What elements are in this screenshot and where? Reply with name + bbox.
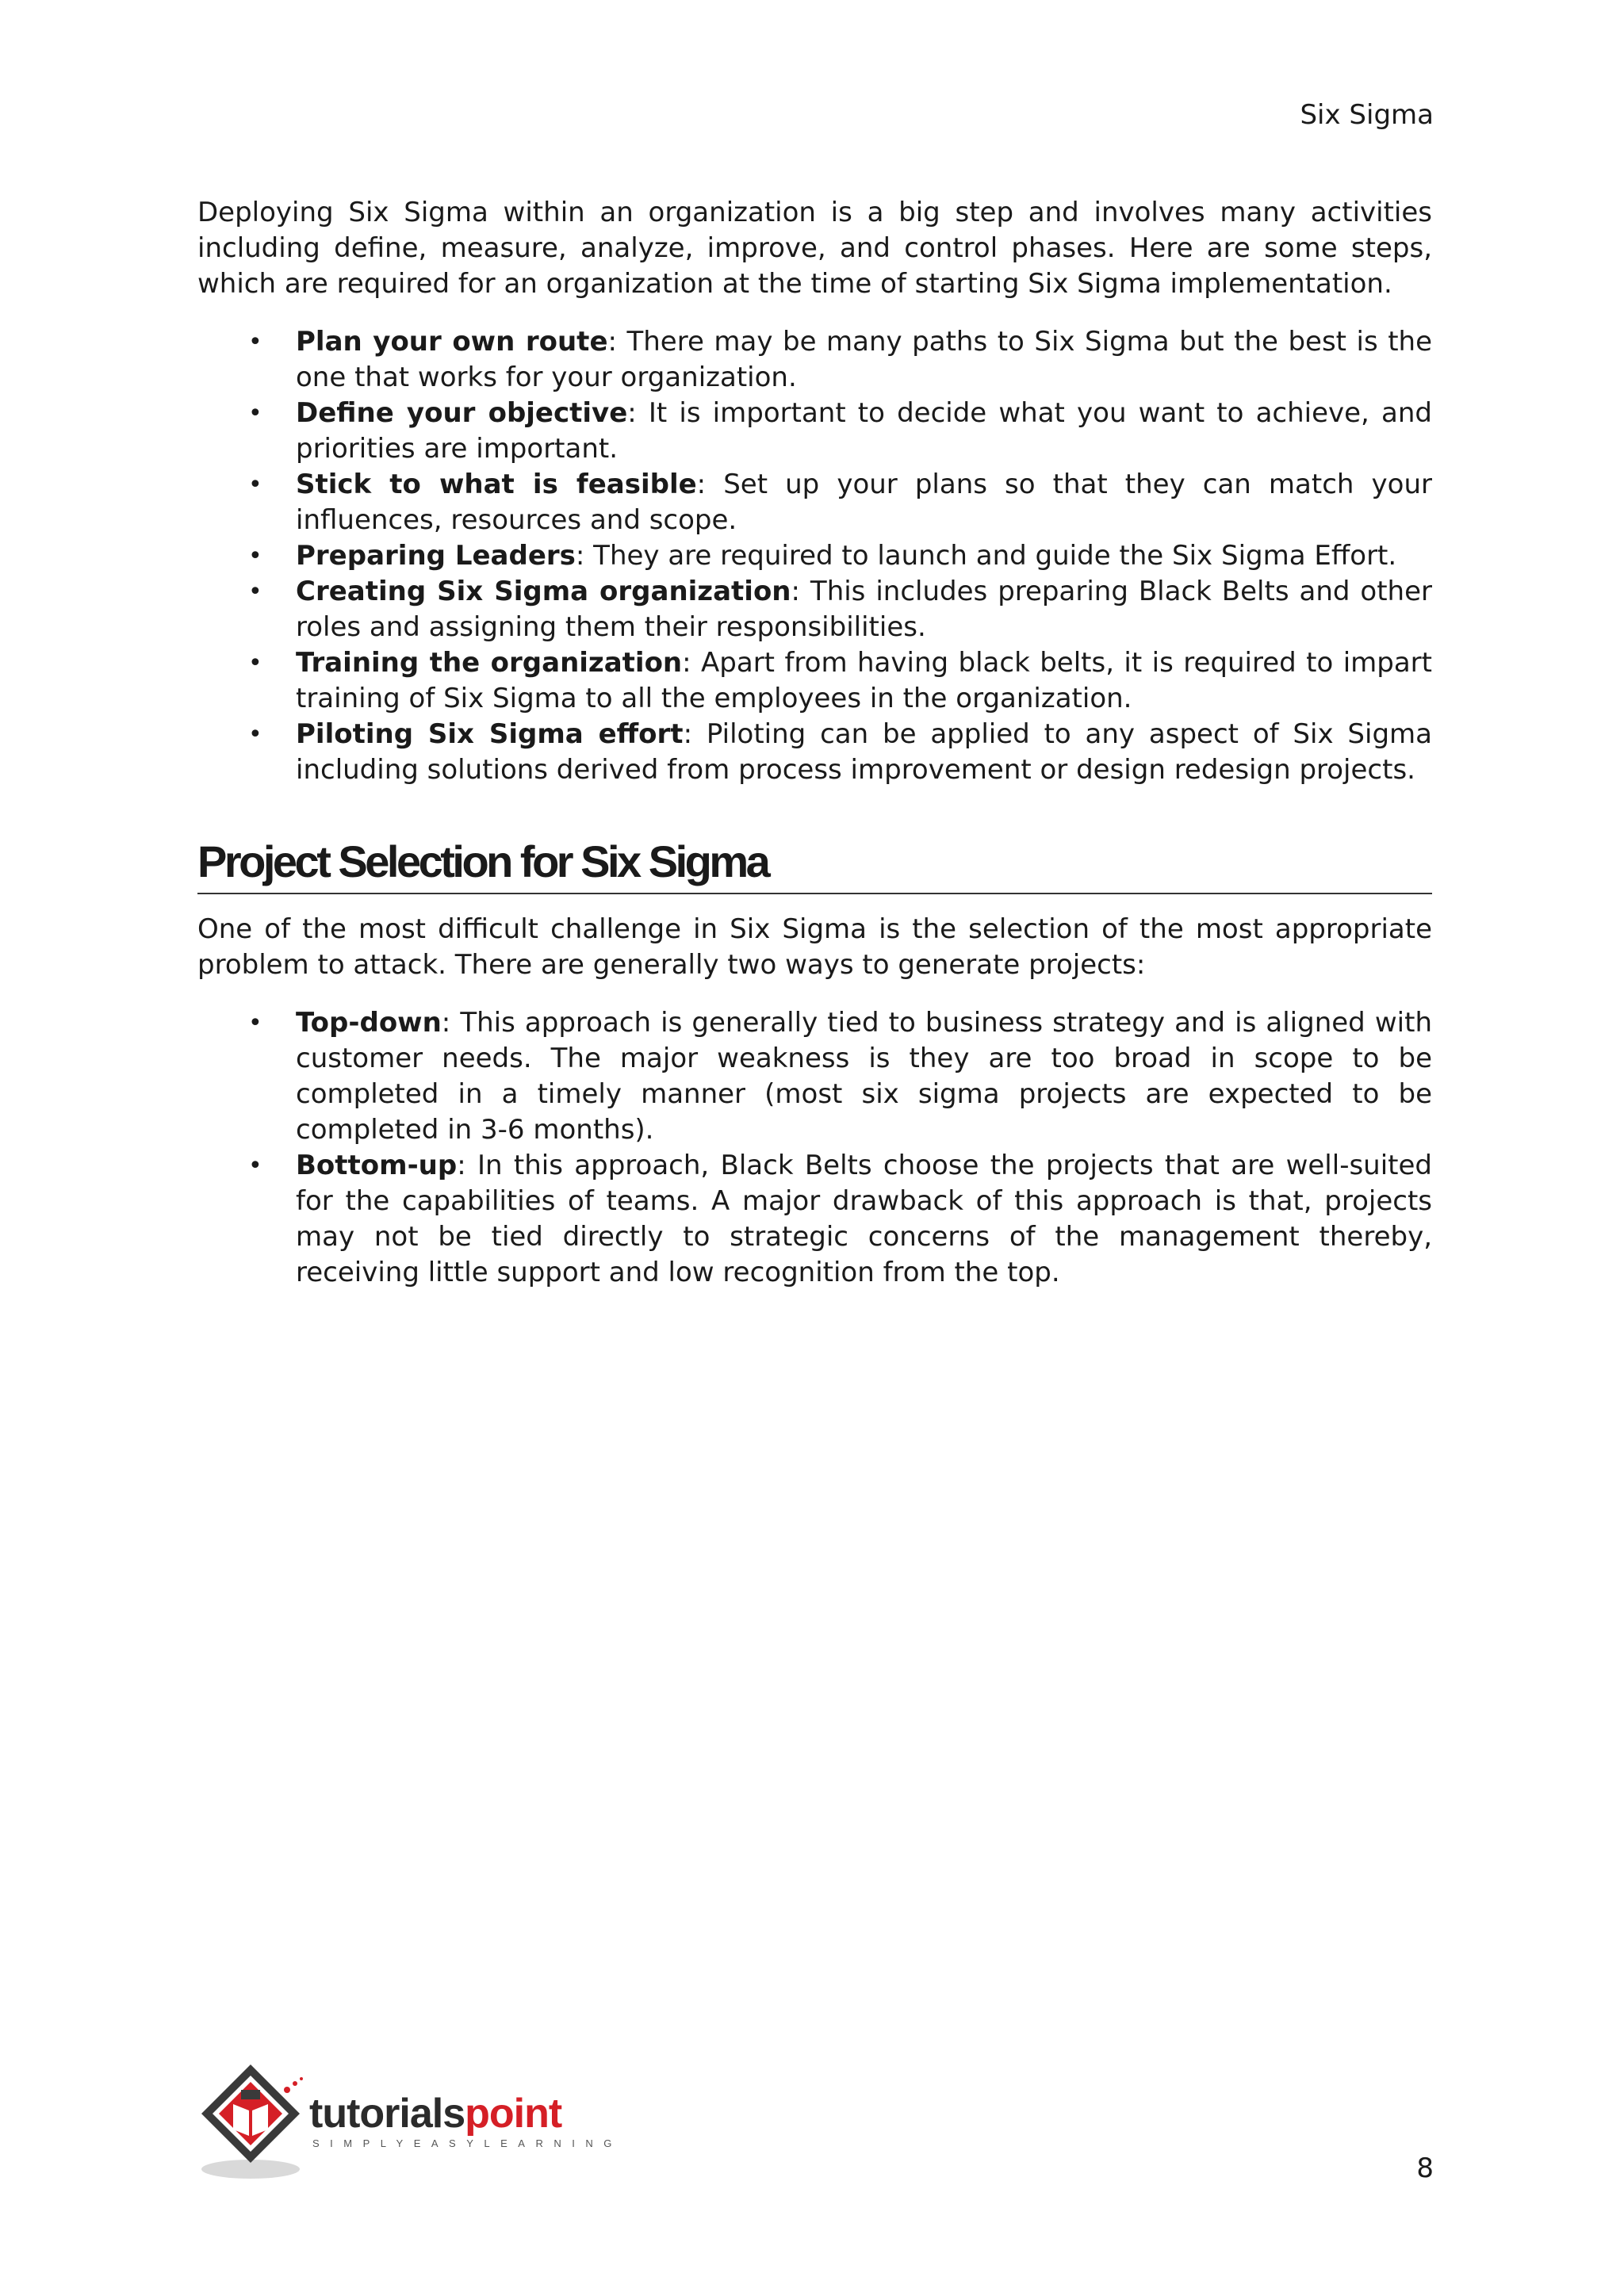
list-item [197,1148,1432,1291]
logo-tagline: SIMPLYEASYLEARNING [312,2137,622,2149]
list-item-term: Piloting Six Sigma effort [296,718,684,750]
section-paragraph: One of the most difficult challenge in Six Sigma is the selection of the most appropriate problem to attack. There are generally two ways to generate projects: [197,913,1432,981]
list-item [197,717,1432,788]
bullet-icon: • [248,542,262,570]
logo-word-point: point [465,2091,562,2137]
list-item-term: Stick to what is feasible [296,469,697,500]
list-item-term: Bottom-up [296,1150,458,1181]
bullet-icon: • [248,1152,262,1180]
tutorialspoint-logo [193,2058,622,2185]
list-item-text: : This approach is generally tied to business strategy and is aligned with customer needs. The major weakness is they are too broad in scope to be completed in a timely manner (most six sigma projects are expected to be completed in 3-6 months). [296,1007,1432,1146]
page-content [197,195,1432,1291]
list-item [197,467,1432,538]
page-number: 8 [1416,2152,1434,2184]
logo-diamond-icon [193,2058,312,2185]
bullet-icon: • [248,721,262,748]
bullet-icon: • [248,649,262,677]
list-item-term: Training the organization [296,647,683,679]
list-item [197,574,1432,645]
bullet-icon: • [248,328,262,356]
list-item-text: : Set up your plans so that they can match your influences, resources and scope. [296,469,1432,536]
logo-word-tutorials: tutorials [309,2091,465,2137]
list-item-term: Plan your own route [296,326,608,358]
running-header: Six Sigma [1300,99,1434,131]
list-item-text: : In this approach, Black Belts choose the projects that are well-suited for the capabilities of teams. A major drawback of this approach is that, projects may not be tied directly to strategic concerns of the management thereby, receiving little support and low recognition from the top. [296,1150,1432,1288]
list-item [197,1005,1432,1148]
list-item-text: : This includes preparing Black Belts and other roles and assigning them their responsibilities. [296,576,1432,643]
list-item-text: : Apart from having black belts, it is required to impart training of Six Sigma to all the employees in the organization. [296,647,1432,714]
bullet-icon: • [248,578,262,606]
bullet-icon: • [248,1009,262,1037]
list-item-term: Top-down [296,1007,442,1039]
logo-wordmark [309,2091,561,2136]
steps-list [197,324,1432,788]
list-item-term: Define your objective [296,397,628,429]
list-item-text: : There may be many paths to Six Sigma but the best is the one that works for your organization. [296,326,1432,393]
section-heading: Project Selection for Six Sigma [197,834,1432,894]
list-item-text: : They are required to launch and guide the Six Sigma Effort. [575,540,1397,572]
list-item-term: Preparing Leaders [296,540,576,572]
list-item-text: : It is important to decide what you want to achieve, and priorities are important. [296,397,1432,465]
list-item [197,396,1432,467]
list-item [197,645,1432,717]
intro-paragraph: Deploying Six Sigma within an organization is a big step and involves many activities including define, measure, analyze, improve, and control phases. Here are some steps, which are required for an organization at the time of starting Six Sigma implementation. [197,197,1432,300]
list-item [197,538,1432,574]
list-item-text: : Piloting can be applied to any aspect of Six Sigma including solutions derived from process improvement or design redesign projects. [296,718,1432,786]
bullet-icon: • [248,471,262,499]
list-item [197,324,1432,396]
list-item-term: Creating Six Sigma organization [296,576,791,607]
approaches-list [197,1005,1432,1291]
bullet-icon: • [248,400,262,427]
